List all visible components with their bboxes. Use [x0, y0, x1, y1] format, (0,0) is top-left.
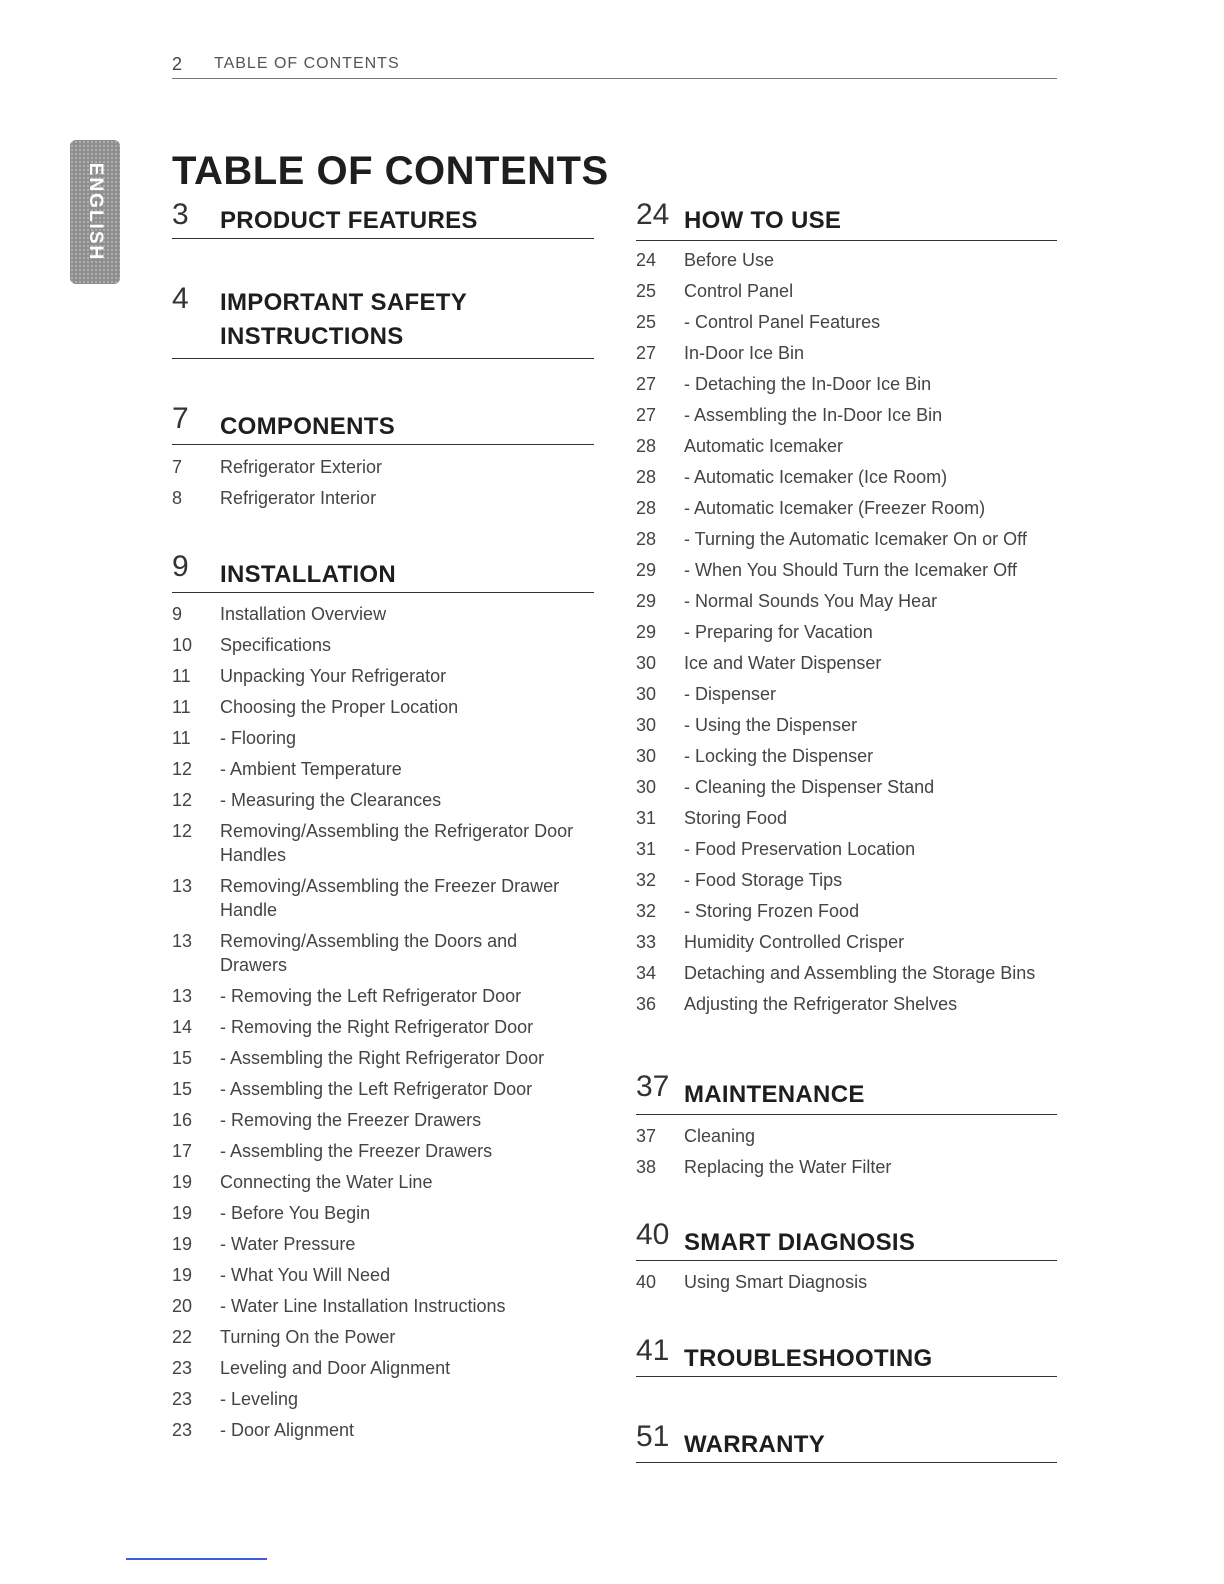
entry-text: Connecting the Water Line: [220, 1172, 433, 1192]
entry-text: - Control Panel Features: [684, 312, 881, 332]
toc-section: [172, 550, 594, 1449]
entry-text: - Leveling: [220, 1389, 299, 1409]
entry-list: [636, 1124, 1057, 1179]
entry-text: - Food Preservation Location: [684, 839, 916, 859]
entry-text: - Measuring the Clearances: [220, 790, 442, 810]
toc-entry: [636, 868, 1057, 892]
toc-entry: [636, 961, 1057, 985]
entry-text: - Ambient Temperature: [220, 759, 402, 779]
entry-page-number: 38: [636, 1157, 657, 1177]
entry-text: - Water Pressure: [220, 1234, 356, 1254]
section-title: SMART DIAGNOSIS: [684, 1229, 916, 1256]
toc-entry: [172, 1170, 594, 1194]
section-title: MAINTENANCE: [684, 1081, 865, 1108]
page-title: TABLE OF CONTENTS: [172, 148, 609, 193]
entry-text: - Detaching the In-Door Ice Bin: [684, 374, 932, 394]
entry-text: - Storing Frozen Food: [684, 901, 860, 921]
entry-page-number: 27: [636, 405, 657, 425]
entry-page-number: 29: [636, 560, 657, 580]
entry-page-number: 12: [172, 759, 193, 779]
entry-page-number: 8: [172, 488, 183, 508]
section-page-number: 24: [636, 198, 670, 231]
entry-text: Leveling and Door Alignment: [220, 1358, 451, 1378]
entry-page-number: 31: [636, 808, 657, 828]
entry-text: Replacing the Water Filter: [684, 1157, 892, 1177]
entry-text: - Removing the Freezer Drawers: [220, 1110, 482, 1130]
toc-entry: [636, 248, 1057, 272]
section-page-number: 41: [636, 1334, 670, 1367]
section-heading: [172, 198, 594, 239]
section-page-number: 9: [172, 550, 189, 583]
entry-text: - Flooring: [220, 728, 297, 748]
toc-entry: [636, 899, 1057, 923]
entry-page-number: 30: [636, 684, 657, 704]
toc-entry: [636, 310, 1057, 334]
entry-page-number: 14: [172, 1017, 193, 1037]
entry-text: Removing/Assembling the Doors and Drawers: [220, 931, 518, 975]
entry-page-number: 29: [636, 622, 657, 642]
section-heading: [636, 1420, 1057, 1463]
section-title: WARRANTY: [684, 1431, 826, 1458]
toc-entry: [172, 1294, 594, 1318]
toc-entry: [636, 744, 1057, 768]
entry-page-number: 16: [172, 1110, 193, 1130]
toc-entry: [636, 372, 1057, 396]
section-page-number: 4: [172, 282, 189, 315]
toc-entry: [172, 633, 594, 657]
toc-entry: [636, 341, 1057, 365]
section-title: COMPONENTS: [220, 413, 396, 440]
toc-entry: [172, 695, 594, 719]
toc-entry: [172, 1139, 594, 1163]
entry-page-number: 12: [172, 821, 193, 841]
entry-page-number: 27: [636, 374, 657, 394]
entry-page-number: 30: [636, 653, 657, 673]
toc-entry: [172, 984, 594, 1008]
toc-entry: [636, 775, 1057, 799]
toc-section: [636, 1420, 1057, 1463]
section-page-number: 37: [636, 1070, 670, 1103]
entry-page-number: 25: [636, 312, 657, 332]
entry-text: Refrigerator Interior: [220, 488, 377, 508]
language-tab: [70, 140, 120, 284]
entry-page-number: 40: [636, 1272, 657, 1292]
toc-entry: [172, 455, 594, 479]
section-page-number: 40: [636, 1218, 670, 1251]
entry-text: Unpacking Your Refrigerator: [220, 666, 447, 686]
toc-entry: [172, 1418, 594, 1442]
toc-entry: [636, 837, 1057, 861]
toc-entry: [172, 1325, 594, 1349]
toc-entry: [172, 1263, 594, 1287]
toc-section: [172, 282, 594, 359]
entry-text: - Turning the Automatic Icemaker On or Off: [684, 529, 1027, 549]
toc-section: [636, 1218, 1057, 1301]
section-title: HOW TO USE: [684, 207, 842, 234]
entry-page-number: 32: [636, 870, 657, 890]
entry-page-number: 7: [172, 457, 183, 477]
section-heading: [636, 1070, 1057, 1115]
toc-entry: [172, 486, 594, 510]
entry-page-number: 31: [636, 839, 657, 859]
entry-page-number: 30: [636, 715, 657, 735]
toc-entry: [172, 1015, 594, 1039]
toc-entry: [636, 434, 1057, 458]
entry-page-number: 13: [172, 876, 193, 896]
section-page-number: 7: [172, 402, 189, 435]
entry-page-number: 37: [636, 1126, 657, 1146]
entry-text: - Assembling the Left Refrigerator Door: [220, 1079, 533, 1099]
toc-entry: [172, 726, 594, 750]
entry-text: Automatic Icemaker: [684, 436, 844, 456]
toc-entry: [172, 788, 594, 812]
running-title: TABLE OF CONTENTS: [214, 55, 400, 72]
entry-page-number: 34: [636, 963, 657, 983]
section-title: TROUBLESHOOTING: [684, 1345, 933, 1372]
toc-entry: [172, 874, 594, 922]
toc-entry: [172, 602, 594, 626]
entry-text: Ice and Water Dispenser: [684, 653, 882, 673]
entry-page-number: 17: [172, 1141, 193, 1161]
entry-text: - When You Should Turn the Icemaker Off: [684, 560, 1017, 580]
toc-section: [172, 402, 594, 517]
toc-entry: [636, 930, 1057, 954]
entry-list: [172, 455, 594, 510]
toc-entry: [172, 1046, 594, 1070]
toc-entry: [172, 664, 594, 688]
entry-text: - Automatic Icemaker (Freezer Room): [684, 498, 986, 518]
entry-text: - Assembling the In-Door Ice Bin: [684, 405, 943, 425]
section-heading: [172, 550, 594, 593]
entry-text: - What You Will Need: [220, 1265, 391, 1285]
entry-page-number: 10: [172, 635, 193, 655]
entry-text: In-Door Ice Bin: [684, 343, 805, 363]
entry-text: Refrigerator Exterior: [220, 457, 383, 477]
toc-entry: [172, 1077, 594, 1101]
toc-entry: [172, 757, 594, 781]
section-heading: [636, 1218, 1057, 1261]
entry-text: - Automatic Icemaker (Ice Room): [684, 467, 948, 487]
toc-entry: [636, 558, 1057, 582]
entry-page-number: 29: [636, 591, 657, 611]
entry-page-number: 11: [172, 666, 191, 686]
section-heading: [172, 282, 594, 359]
toc-entry: [172, 1232, 594, 1256]
entry-page-number: 19: [172, 1265, 193, 1285]
entry-text: Humidity Controlled Crisper: [684, 932, 905, 952]
toc-entry: [636, 465, 1057, 489]
entry-text: Storing Food: [684, 808, 788, 828]
entry-text: Removing/Assembling the Refrigerator Door Handles: [220, 821, 574, 865]
section-heading: [636, 1334, 1057, 1377]
entry-page-number: 15: [172, 1079, 193, 1099]
entry-text: - Cleaning the Dispenser Stand: [684, 777, 935, 797]
entry-page-number: 13: [172, 986, 193, 1006]
entry-text: Installation Overview: [220, 604, 387, 624]
entry-page-number: 23: [172, 1389, 193, 1409]
toc-entry: [172, 1201, 594, 1225]
entry-page-number: 30: [636, 777, 657, 797]
entry-page-number: 25: [636, 281, 657, 301]
entry-text: - Removing the Right Refrigerator Door: [220, 1017, 534, 1037]
entry-list: [172, 602, 594, 1442]
entry-text: Adjusting the Refrigerator Shelves: [684, 994, 958, 1014]
toc-entry: [172, 1108, 594, 1132]
running-header: [172, 52, 1057, 79]
entry-page-number: 11: [172, 728, 191, 748]
entry-text: Removing/Assembling the Freezer Drawer Handle: [220, 876, 560, 920]
entry-page-number: 23: [172, 1420, 193, 1440]
section-page-number: 51: [636, 1420, 670, 1453]
toc-entry: [636, 279, 1057, 303]
toc-entry: [636, 496, 1057, 520]
entry-page-number: 28: [636, 498, 657, 518]
entry-page-number: 15: [172, 1048, 193, 1068]
toc-section: [636, 198, 1057, 1023]
entry-page-number: 19: [172, 1234, 193, 1254]
section-heading: [636, 198, 1057, 241]
bottom-rule: [126, 1558, 267, 1560]
toc-section: [636, 1070, 1057, 1186]
toc-entry: [636, 806, 1057, 830]
toc-section: [172, 198, 594, 239]
entry-page-number: 19: [172, 1203, 193, 1223]
entry-page-number: 19: [172, 1172, 193, 1192]
entry-page-number: 33: [636, 932, 657, 952]
entry-page-number: 9: [172, 604, 183, 624]
toc-entry: [636, 527, 1057, 551]
toc-entry: [172, 929, 594, 977]
entry-page-number: 23: [172, 1358, 193, 1378]
toc-entry: [172, 1387, 594, 1411]
entry-list: [636, 1270, 1057, 1294]
entry-text: Detaching and Assembling the Storage Bins: [684, 963, 1036, 983]
entry-page-number: 13: [172, 931, 193, 951]
toc-entry: [172, 819, 594, 867]
entry-page-number: 20: [172, 1296, 193, 1316]
entry-text: Using Smart Diagnosis: [684, 1272, 868, 1292]
entry-page-number: 30: [636, 746, 657, 766]
entry-text: - Door Alignment: [220, 1420, 355, 1440]
section-heading: [172, 402, 594, 445]
entry-text: Cleaning: [684, 1126, 756, 1146]
entry-text: - Water Line Installation Instructions: [220, 1296, 506, 1316]
entry-text: - Food Storage Tips: [684, 870, 843, 890]
toc-entry: [636, 651, 1057, 675]
toc-entry: [636, 620, 1057, 644]
entry-page-number: 12: [172, 790, 193, 810]
toc-entry: [636, 1270, 1057, 1294]
entry-text: - Normal Sounds You May Hear: [684, 591, 938, 611]
section-title: INSTALLATION: [220, 561, 397, 588]
entry-page-number: 24: [636, 250, 657, 270]
entry-page-number: 11: [172, 697, 191, 717]
entry-page-number: 22: [172, 1327, 193, 1347]
entry-text: Specifications: [220, 635, 332, 655]
toc-entry: [636, 1124, 1057, 1148]
entry-text: Before Use: [684, 250, 775, 270]
entry-text: - Preparing for Vacation: [684, 622, 873, 642]
entry-text: - Before You Begin: [220, 1203, 371, 1223]
entry-text: - Using the Dispenser: [684, 715, 858, 735]
entry-text: - Dispenser: [684, 684, 777, 704]
entry-page-number: 28: [636, 467, 657, 487]
toc-entry: [636, 682, 1057, 706]
toc-entry: [636, 713, 1057, 737]
toc-entry: [172, 1356, 594, 1380]
entry-text: Choosing the Proper Location: [220, 697, 459, 717]
section-page-number: 3: [172, 198, 189, 231]
section-title: PRODUCT FEATURES: [220, 207, 478, 234]
language-tab-label: ENGLISH: [85, 162, 106, 262]
toc-entry: [636, 992, 1057, 1016]
toc-entry: [636, 589, 1057, 613]
entry-page-number: 32: [636, 901, 657, 921]
entry-text: - Assembling the Right Refrigerator Door: [220, 1048, 545, 1068]
entry-text: - Removing the Left Refrigerator Door: [220, 986, 522, 1006]
entry-page-number: 28: [636, 529, 657, 549]
entry-page-number: 28: [636, 436, 657, 456]
entry-text: Control Panel: [684, 281, 794, 301]
toc-entry: [636, 1155, 1057, 1179]
toc-entry: [636, 403, 1057, 427]
entry-text: Turning On the Power: [220, 1327, 396, 1347]
entry-text: - Assembling the Freezer Drawers: [220, 1141, 493, 1161]
page-number: 2: [172, 54, 183, 74]
section-title: IMPORTANT SAFETY INSTRUCTIONS: [220, 289, 467, 350]
entry-page-number: 36: [636, 994, 657, 1014]
entry-list: [636, 248, 1057, 1016]
toc-section: [636, 1334, 1057, 1377]
entry-page-number: 27: [636, 343, 657, 363]
entry-text: - Locking the Dispenser: [684, 746, 874, 766]
